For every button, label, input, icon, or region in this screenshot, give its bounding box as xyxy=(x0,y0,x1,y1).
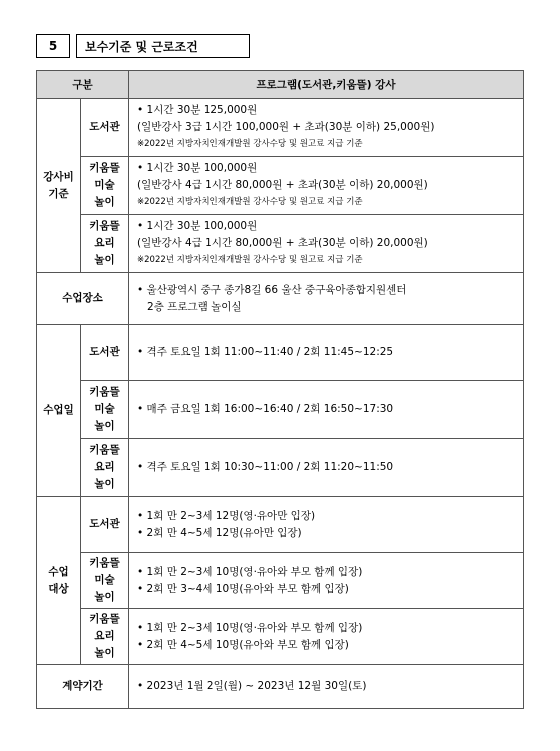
pay-sub-label: 키움뜰 미술 놀이 xyxy=(81,157,129,215)
target-sub-label: 키움뜰 미술 놀이 xyxy=(81,553,129,609)
location-row xyxy=(37,273,524,325)
conditions-table xyxy=(36,70,524,709)
pay-label: 강사비 기준 xyxy=(37,99,81,273)
target-label: 수업 대상 xyxy=(37,497,81,665)
classday-label: 수업일 xyxy=(37,325,81,497)
pay-row-art xyxy=(37,157,524,215)
pay-row-cooking xyxy=(37,215,524,273)
pay-sub-label: 도서관 xyxy=(81,99,129,157)
classday-content: • 격주 토요일 1회 10:30~11:00 / 2회 11:20~11:50 xyxy=(129,439,524,497)
section-number: 5 xyxy=(36,34,70,58)
location-content: • 울산광역시 중구 종가8길 66 울산 중구육아종합지원센터 2층 프로그램 놀이실 xyxy=(129,273,524,325)
contract-label: 계약기간 xyxy=(37,665,129,709)
target-row-art xyxy=(37,553,524,609)
contract-row xyxy=(37,665,524,709)
pay-content: • 1시간 30분 100,000원 (일반강사 4급 1시간 80,000원 + 초과(30분 이하) 20,000원) ※2022년 지방자치인재개발원 강사수당 및 원고료 지급 기준 xyxy=(129,215,524,273)
target-row-cooking xyxy=(37,609,524,665)
section-title: 보수기준 및 근로조건 xyxy=(76,34,250,58)
classday-content: • 매주 금요일 1회 16:00~16:40 / 2회 16:50~17:30 xyxy=(129,381,524,439)
classday-sub-label: 키움뜰 요리 놀이 xyxy=(81,439,129,497)
classday-sub-label: 도서관 xyxy=(81,325,129,381)
section-header xyxy=(36,34,250,58)
pay-sub-label: 키움뜰 요리 놀이 xyxy=(81,215,129,273)
target-content: • 1회 만 2~3세 12명(영·유아만 입장) • 2회 만 4~5세 12명(유아만 입장) xyxy=(129,497,524,553)
classday-row-library xyxy=(37,325,524,381)
contract-content: • 2023년 1월 2일(월) ~ 2023년 12월 30일(토) xyxy=(129,665,524,709)
header-program: 프로그램(도서관,키움뜰) 강사 xyxy=(129,71,524,99)
pay-content: • 1시간 30분 125,000원 (일반강사 3급 1시간 100,000원 + 초과(30분 이하) 25,000원) ※2022년 지방자치인재개발원 강사수당 및 원고료 지급 기준 xyxy=(129,99,524,157)
target-sub-label: 도서관 xyxy=(81,497,129,553)
classday-content: • 격주 토요일 1회 11:00~11:40 / 2회 11:45~12:25 xyxy=(129,325,524,381)
target-sub-label: 키움뜰 요리 놀이 xyxy=(81,609,129,665)
classday-row-cooking xyxy=(37,439,524,497)
table-header-row xyxy=(37,71,524,99)
location-label: 수업장소 xyxy=(37,273,129,325)
target-content: • 1회 만 2~3세 10명(영·유아와 부모 함께 입장) • 2회 만 4~5세 10명(유아와 부모 함께 입장) xyxy=(129,609,524,665)
target-row-library xyxy=(37,497,524,553)
target-content: • 1회 만 2~3세 10명(영·유아와 부모 함께 입장) • 2회 만 3~4세 10명(유아와 부모 함께 입장) xyxy=(129,553,524,609)
classday-row-art xyxy=(37,381,524,439)
pay-content: • 1시간 30분 100,000원 (일반강사 4급 1시간 80,000원 + 초과(30분 이하) 20,000원) ※2022년 지방자치인재개발원 강사수당 및 원고료 지급 기준 xyxy=(129,157,524,215)
pay-row-library xyxy=(37,99,524,157)
header-category: 구분 xyxy=(37,71,129,99)
classday-sub-label: 키움뜰 미술 놀이 xyxy=(81,381,129,439)
